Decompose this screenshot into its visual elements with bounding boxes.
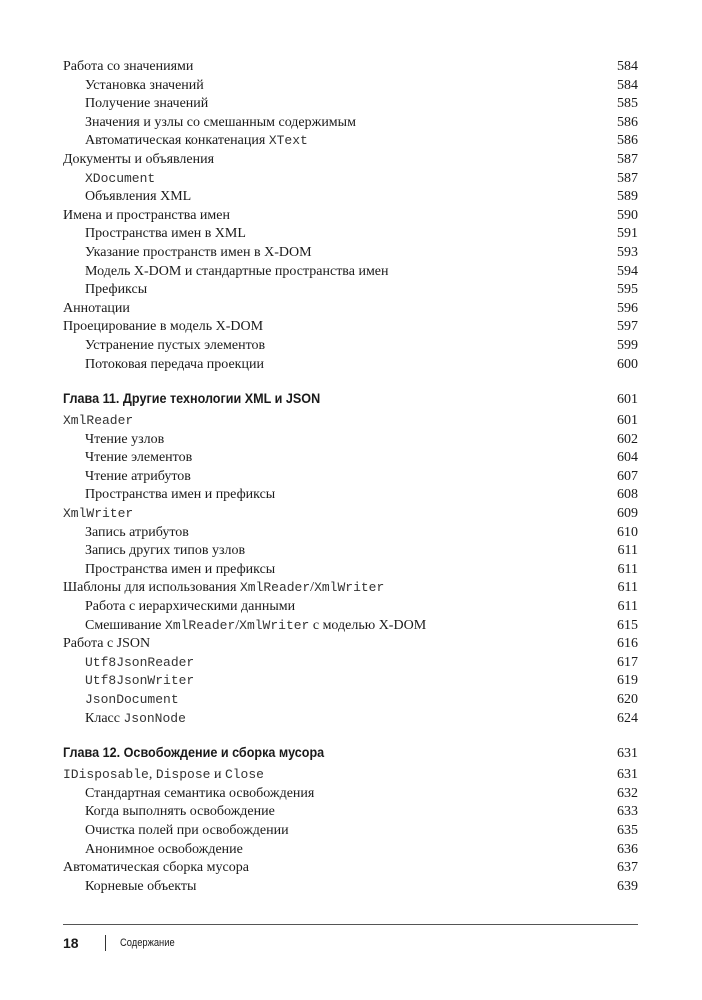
code-term: XmlReader [239, 580, 311, 596]
toc-page-number: 589 [617, 189, 638, 205]
toc-entry[interactable] [63, 356, 638, 375]
toc-page-number: 615 [617, 617, 638, 633]
footer-section-label: Содержание [119, 937, 175, 949]
toc-entry-title [63, 742, 324, 762]
code-term: IDisposable [63, 767, 149, 783]
toc-page-number: 632 [617, 785, 638, 801]
title-text: Глава 12. Освобождение и сборка мусора [63, 744, 325, 761]
toc-page-number: 617 [617, 654, 638, 670]
toc-page-number: 596 [617, 300, 638, 316]
toc-page-number: 593 [617, 244, 638, 260]
toc-page-number: 608 [617, 487, 638, 503]
title-text: Очистка полей при освобождении [85, 822, 289, 838]
title-text: Работа с иерархическими данными [85, 599, 296, 615]
title-text: Корневые объекты [85, 878, 197, 894]
toc-entry[interactable] [63, 77, 638, 96]
toc-entry[interactable] [63, 635, 638, 654]
title-text: / [235, 617, 240, 633]
toc-entry-title [63, 356, 264, 375]
toc-entry-title [63, 878, 196, 897]
toc-entry-title [63, 803, 275, 822]
toc-page-number: 591 [617, 226, 638, 242]
page-footer [63, 924, 638, 951]
title-text: Класс [85, 710, 124, 726]
title-text: Шаблоны для использования [63, 580, 240, 596]
toc-entry-title [63, 263, 389, 282]
toc-entry-title [63, 672, 194, 691]
toc-entry[interactable] [63, 170, 638, 189]
code-term: Dispose [155, 767, 211, 783]
toc-entry[interactable] [63, 822, 638, 841]
toc-entry-title [63, 841, 243, 860]
toc-entry-title [63, 691, 179, 710]
toc-entry[interactable] [63, 263, 638, 282]
title-text: Пространства имен в XML [85, 226, 246, 242]
code-term: Close [224, 767, 264, 783]
toc-entry[interactable] [63, 803, 638, 822]
toc-page-number: 611 [617, 543, 638, 559]
toc-entry-title [63, 318, 263, 337]
toc-entry[interactable] [63, 785, 638, 804]
toc-entry-title [63, 151, 214, 170]
toc-entry[interactable] [63, 691, 638, 710]
code-term: XmlWriter [63, 506, 134, 522]
toc-entry-title [63, 95, 208, 114]
title-text: Объявления XML [85, 189, 192, 205]
toc-entry-title [63, 114, 356, 133]
toc-entry-title [63, 822, 289, 841]
toc-page-number: 584 [617, 77, 638, 93]
title-text: Префиксы [85, 282, 148, 298]
toc-page-number: 631 [617, 746, 638, 762]
toc-entry[interactable] [63, 58, 638, 77]
code-term: XmlReader [165, 617, 236, 633]
toc-page-number: 611 [617, 561, 638, 577]
toc-page-number: 637 [617, 860, 638, 876]
toc-entry[interactable] [63, 579, 638, 598]
toc-entry[interactable] [63, 505, 638, 524]
title-text: , [148, 767, 156, 783]
title-text: Стандартная семантика освобождения [85, 785, 315, 801]
toc-entry[interactable] [63, 132, 638, 151]
toc-page-number: 601 [617, 413, 638, 429]
title-text: Указание пространств имен в X-DOM [85, 244, 312, 260]
toc-page-number: 594 [617, 263, 638, 279]
toc-page-number: 587 [617, 151, 638, 167]
toc-entry[interactable] [63, 878, 638, 897]
footer-page-number: 18 [63, 935, 79, 951]
title-text: Проецирование в модель X-DOM [63, 319, 264, 335]
title-text: Чтение узлов [85, 431, 165, 447]
toc-entry-title [63, 859, 249, 878]
toc-entry-title [63, 225, 246, 244]
toc-entry[interactable] [63, 598, 638, 617]
toc-entry-title [63, 598, 295, 617]
toc-entry[interactable] [63, 151, 638, 170]
toc-entry-title [63, 766, 264, 785]
title-text: Имена и пространства имен [63, 207, 230, 223]
code-term: XText [268, 133, 308, 149]
title-text: / [310, 580, 315, 596]
toc-entry-title [63, 785, 314, 804]
title-text: Когда выполнять освобождение [85, 804, 275, 820]
toc-entry[interactable] [63, 244, 638, 263]
toc-entry[interactable] [63, 449, 638, 468]
toc-entry[interactable] [63, 95, 638, 114]
toc-entry[interactable] [63, 654, 638, 673]
toc-entry-title [63, 505, 133, 524]
title-text: и [210, 767, 225, 783]
toc-page-number: 601 [617, 392, 638, 408]
toc-page-number: 633 [617, 804, 638, 820]
toc-entry[interactable] [63, 710, 638, 729]
toc-page-number: 611 [617, 599, 638, 615]
title-text: Анонимное освобождение [85, 841, 243, 857]
toc-entry-title [63, 412, 133, 431]
toc-entry-title [63, 244, 312, 263]
toc-entry[interactable] [63, 207, 638, 226]
code-term: XDocument [85, 170, 156, 186]
toc-page-number: 584 [617, 59, 638, 74]
toc-page-number: 600 [617, 356, 638, 372]
title-text: Значения и узлы со смешанным содержимым [85, 114, 356, 130]
toc-entry[interactable] [63, 542, 638, 561]
toc-page-number: 597 [617, 319, 638, 335]
toc-page-number: 602 [617, 431, 638, 447]
title-text: Документы и объявления [63, 151, 215, 167]
title-text: Запись других типов узлов [85, 543, 246, 559]
toc-page-number: 639 [617, 878, 638, 894]
toc-entry-title [63, 561, 275, 580]
toc-entry-title [63, 58, 193, 77]
toc-entry[interactable] [63, 486, 638, 505]
footer-divider [105, 935, 106, 951]
toc-page-number: 585 [617, 96, 638, 112]
toc-entry-title [63, 710, 186, 729]
code-term: Utf8JsonReader [85, 654, 195, 670]
toc-entry-title [63, 617, 426, 636]
toc-entry[interactable] [63, 300, 638, 319]
toc-entry[interactable] [63, 337, 638, 356]
toc-entry[interactable] [63, 841, 638, 860]
title-text: Пространства имен и префиксы [85, 487, 276, 503]
toc-entry[interactable] [63, 524, 638, 543]
title-text: с моделью X-DOM [309, 617, 427, 633]
toc-entry-title [63, 77, 204, 96]
toc-page-number: 611 [617, 580, 638, 596]
toc-page-number: 616 [617, 636, 638, 652]
title-text: Получение значений [85, 96, 209, 112]
title-text: Работа с JSON [63, 636, 151, 652]
toc-entry[interactable] [63, 188, 638, 207]
toc-entry[interactable] [63, 281, 638, 300]
title-text: Автоматическая конкатенация [85, 133, 269, 149]
code-term: JsonDocument [85, 692, 179, 707]
toc-entry-title [63, 542, 245, 561]
toc-entry-title [63, 281, 147, 300]
code-term: JsonNode [123, 710, 186, 726]
toc-page-number: 610 [617, 524, 638, 540]
footer-content [63, 935, 638, 951]
toc-page-number: 635 [617, 822, 638, 838]
title-text: Аннотации [63, 300, 130, 316]
toc-entry-title [63, 337, 265, 356]
toc-page-number: 590 [617, 207, 638, 223]
toc-entry-title [63, 188, 191, 207]
toc-entry-title [63, 654, 194, 673]
toc-entry-title [63, 207, 230, 226]
toc-page-number: 609 [617, 506, 638, 522]
title-text: Пространства имен и префиксы [85, 561, 276, 577]
toc-entry-title [63, 449, 192, 468]
toc-chapter[interactable] [63, 742, 638, 762]
toc-page-number: 586 [617, 114, 638, 130]
toc-entry-title [63, 635, 150, 654]
toc-page-number: 636 [617, 841, 638, 857]
toc-entry[interactable] [63, 468, 638, 487]
toc-page-number: 624 [617, 710, 638, 726]
title-text: Автоматическая сборка мусора [63, 860, 249, 876]
toc-page-number: 620 [617, 692, 638, 707]
title-text: Глава 11. Другие технологии XML и JSON [63, 390, 321, 407]
toc-entry-title [63, 300, 130, 319]
toc-entry[interactable] [63, 412, 638, 431]
code-term: XmlWriter [239, 617, 310, 633]
toc-page-number: 595 [617, 282, 638, 298]
toc-page-number: 631 [617, 767, 638, 783]
toc-entry[interactable] [63, 561, 638, 580]
toc-entry-title [63, 132, 308, 151]
title-text: Модель X-DOM и стандартные пространства имен [85, 263, 389, 279]
toc-entry[interactable] [63, 318, 638, 337]
toc-entry-title [63, 388, 320, 408]
title-text: Запись атрибутов [85, 524, 189, 540]
title-text: Чтение атрибутов [85, 468, 191, 484]
title-text: Устранение пустых элементов [85, 337, 266, 353]
toc-page-number: 619 [617, 673, 638, 689]
toc-entry-title [63, 170, 155, 189]
toc-entry-title [63, 579, 384, 598]
code-term: XmlWriter [314, 580, 385, 596]
toc-page-number: 607 [617, 468, 638, 484]
toc-page-number: 587 [617, 170, 638, 186]
code-term: XmlReader [63, 413, 134, 429]
toc-entry[interactable] [63, 859, 638, 878]
toc-entry[interactable] [63, 114, 638, 133]
toc-page-number: 604 [617, 450, 638, 466]
toc-entry[interactable] [63, 225, 638, 244]
title-text: Смешивание [85, 617, 166, 633]
title-text: Работа со значениями [63, 59, 194, 74]
title-text: Установка значений [85, 77, 204, 93]
toc-entry[interactable] [63, 617, 638, 636]
toc-entry-title [63, 524, 189, 543]
title-text: Потоковая передача проекции [85, 356, 264, 372]
toc-entry[interactable] [63, 672, 638, 691]
toc-entry[interactable] [63, 431, 638, 450]
table-of-contents [63, 58, 638, 896]
toc-entry-title [63, 468, 191, 487]
toc-page-number: 586 [617, 133, 638, 149]
code-term: Utf8JsonWriter [85, 673, 195, 689]
toc-entry-title [63, 486, 275, 505]
toc-entry-title [63, 431, 164, 450]
title-text: Чтение элементов [85, 450, 193, 466]
toc-entry[interactable] [63, 766, 638, 785]
toc-chapter[interactable] [63, 388, 638, 408]
toc-page-number: 599 [617, 337, 638, 353]
